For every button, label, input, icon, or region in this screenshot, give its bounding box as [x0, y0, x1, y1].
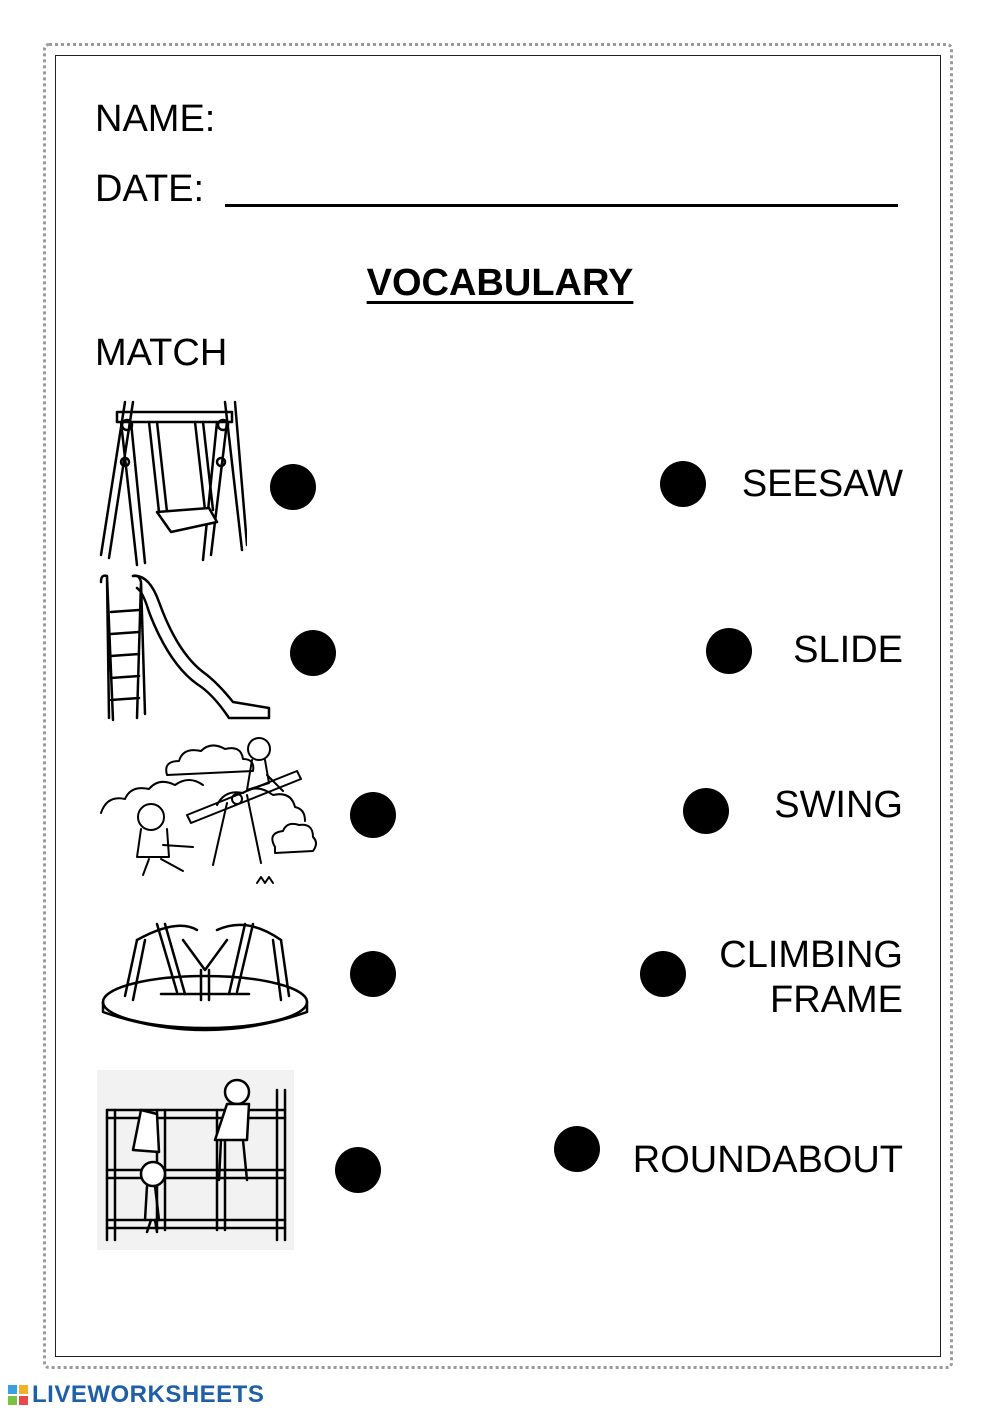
match-dot-right-swing[interactable] [683, 788, 729, 834]
word-climbing: CLIMBING [719, 934, 903, 976]
liveworksheets-logo [8, 1381, 264, 1409]
roundabout-illustration [97, 910, 312, 1038]
match-dot-left-5[interactable] [335, 1147, 381, 1193]
name-label: NAME: [95, 98, 216, 140]
word-seesaw: SEESAW [741, 463, 903, 505]
swing-illustration [97, 400, 247, 570]
seesaw-illustration [97, 735, 317, 885]
logo-icon [8, 1385, 28, 1405]
climbing-frame-illustration [97, 1070, 294, 1250]
match-dot-right-roundabout[interactable] [554, 1126, 600, 1172]
word-slide: SLIDE [793, 629, 903, 671]
word-frame: FRAME [770, 979, 903, 1021]
word-swing: SWING [774, 784, 903, 826]
date-answer-line[interactable] [225, 204, 898, 207]
match-dot-right-climbing-frame[interactable] [640, 951, 686, 997]
brand-name: LIVEWORKSHEETS [32, 1381, 265, 1408]
match-dot-left-4[interactable] [350, 951, 396, 997]
match-dot-left-1[interactable] [270, 464, 316, 510]
instruction-label: MATCH [95, 332, 228, 374]
match-dot-right-seesaw[interactable] [660, 461, 706, 507]
date-label: DATE: [95, 168, 205, 210]
match-dot-left-3[interactable] [350, 792, 396, 838]
slide-illustration [97, 572, 275, 724]
match-dot-right-slide[interactable] [706, 628, 752, 674]
word-roundabout: ROUNDABOUT [632, 1139, 903, 1181]
worksheet-title: VOCABULARY [366, 262, 634, 304]
match-dot-left-2[interactable] [290, 630, 336, 676]
